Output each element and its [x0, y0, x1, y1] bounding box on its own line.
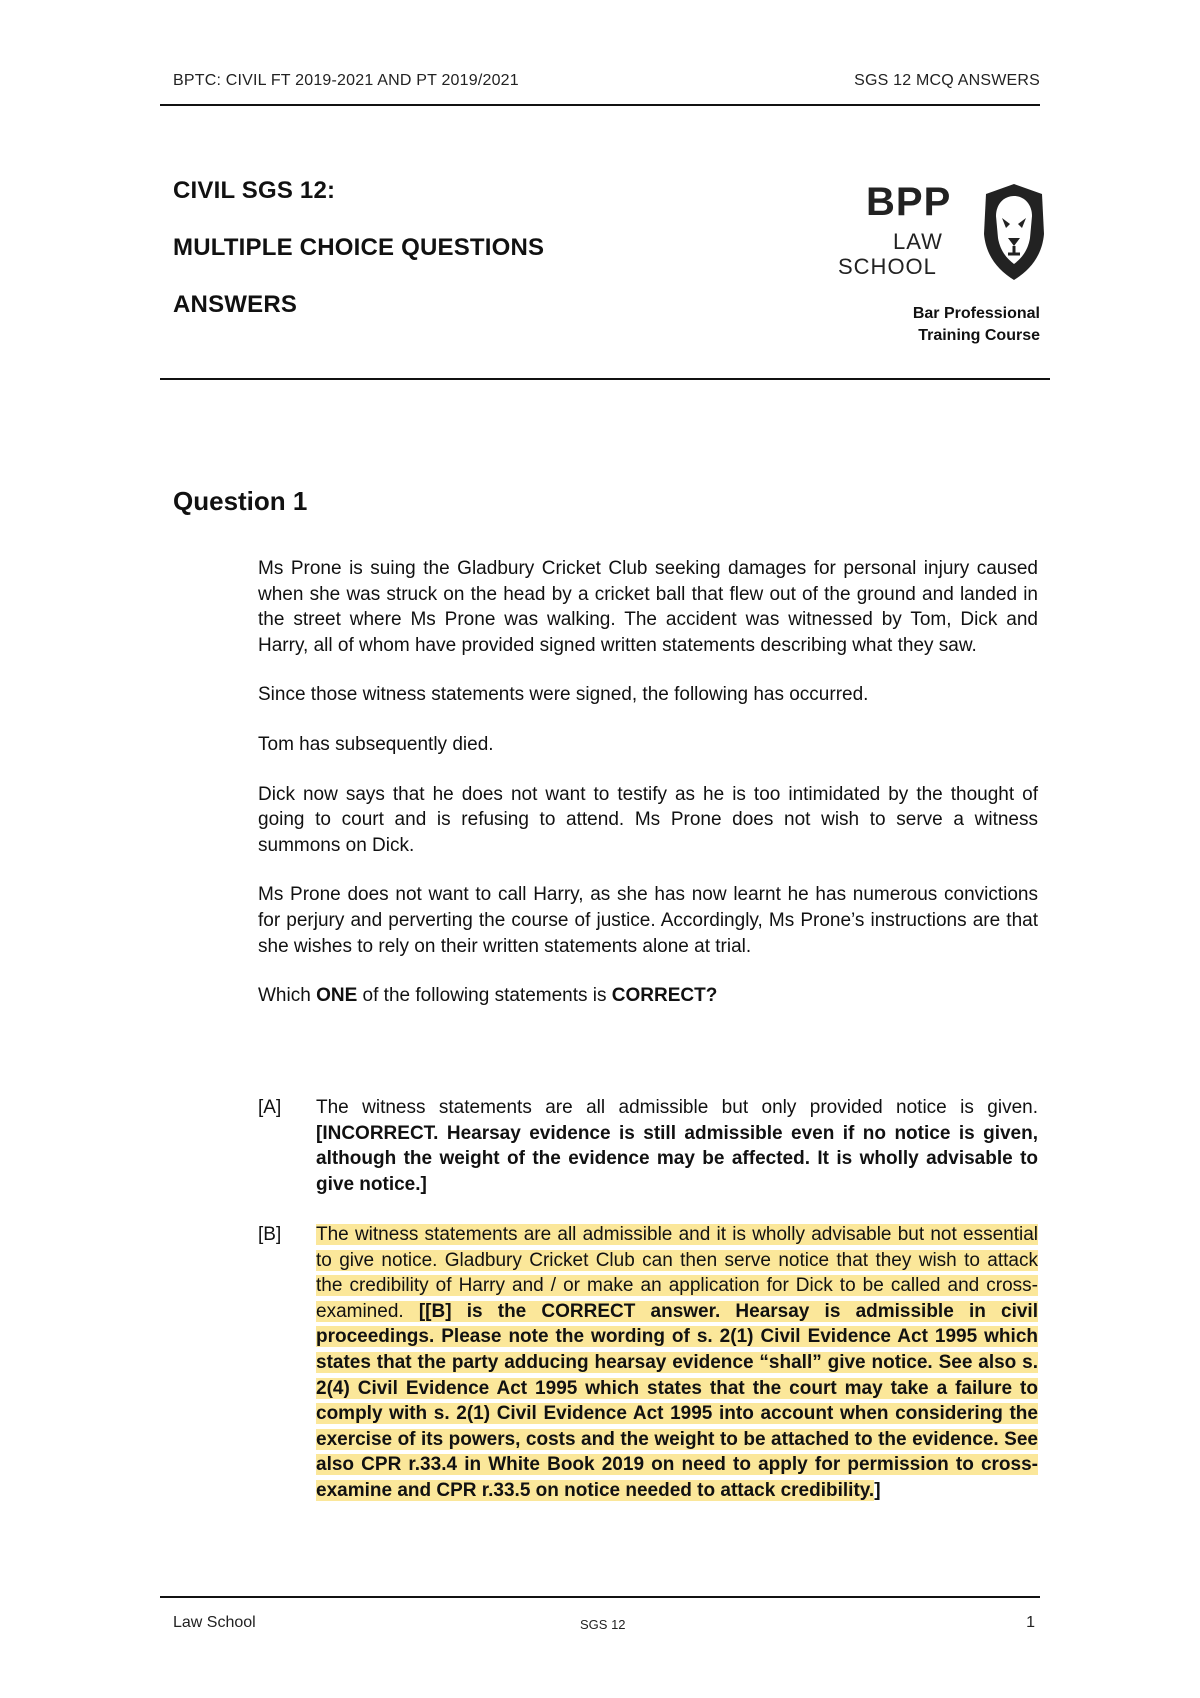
footer-center: SGS 12: [580, 1617, 626, 1632]
prompt-mid: of the following statements is: [357, 985, 612, 1007]
option-a-comment: [INCORRECT. Hearsay evidence is still admissible even if no notice is given, although the weight of the evidence may be affected. It is wholly advisable to give notice.]: [316, 1122, 1038, 1195]
question-heading: Question 1: [173, 486, 308, 516]
question-body: [258, 556, 1038, 1033]
footer-left: Law School: [173, 1614, 256, 1631]
option-b-statement: The witness statements are all admissible and it is wholly advisable but not essential to give notice. Gladbury Cricket Club can then serve notice that they wish to attack the credibility of Harry and / or make an application for Dick to be called and cross-examined.: [316, 1224, 1038, 1322]
option-a: [258, 1095, 1038, 1197]
logo-law-text: LAW: [893, 229, 943, 254]
option-b: [258, 1222, 1038, 1504]
course-line-2: Training Course: [918, 327, 1040, 344]
option-text: [316, 1095, 1038, 1197]
logo-bpp-text: BPP: [866, 180, 952, 224]
footer-rule: [160, 1596, 1040, 1598]
option-text: [316, 1222, 1038, 1504]
option-label: [B]: [258, 1224, 282, 1245]
header-left: BPTC: CIVIL FT 2019-2021 AND PT 2019/2021: [173, 72, 519, 89]
prompt-pre: Which: [258, 985, 317, 1007]
lion-shield-icon: [980, 182, 1048, 282]
question-paragraph: Tom has subsequently died.: [258, 733, 494, 755]
title-rule: [160, 378, 1050, 380]
course-line-1: Bar Professional: [912, 305, 1040, 322]
question-paragraph: Ms Prone is suing the Gladbury Cricket Club seeking damages for personal injury caused when she was struck on the head by a cricket ball that flew out of the ground and landed in the street where Ms Prone was walking. The accident was witnessed by Tom, Dick and Harry, all of whom have provided signed written statements describing what they saw.: [258, 558, 1038, 656]
header-right: SGS 12 MCQ ANSWERS: [854, 72, 1040, 89]
option-b-comment-end: ]: [874, 1479, 881, 1501]
question-paragraph: Since those witness statements were signed, the following has occurred.: [258, 684, 869, 706]
option-b-comment: [[B] is the CORRECT answer. Hearsay is admissible in civil proceedings. Please note the wording of s. 2(1) Civil Evidence Act 1995 which states that the party adducing hearsay evidence “shall” give notice. See also s. 2(4) Civil Evidence Act 1995 which states that the court may take a failure to comply with s. 2(1) Civil Evidence Act 1995 into account when considering the exercise of its powers, costs and the weight to be attached to the evidence. See also CPR r.33.4 in White Book 2019 on need to apply for permission to cross-examine and CPR r.33.5 on notice needed to attack credibility.: [316, 1300, 1038, 1501]
question-paragraph: Ms Prone does not want to call Harry, as she has now learnt he has numerous convictions for perjury and perverting the course of justice. Accordingly, Ms Prone’s instructions are that she wishes to rely on their written statements alone at trial.: [258, 884, 1038, 957]
title-line-2: MULTIPLE CHOICE QUESTIONS: [173, 234, 545, 261]
question-paragraph: Dick now says that he does not want to testify as he is too intimidated by the thought of going to court and is refusing to attend. Ms Prone does not wish to serve a witness summons on Dick.: [258, 783, 1038, 856]
page-number: 1: [1026, 1614, 1035, 1631]
option-a-statement: The witness statements are all admissible but only provided notice is given.: [316, 1097, 1038, 1118]
prompt-one: ONE: [316, 985, 358, 1007]
prompt-correct: CORRECT?: [611, 985, 718, 1007]
title-line-3: ANSWERS: [173, 291, 298, 318]
logo-school-text: SCHOOL: [838, 254, 937, 279]
title-line-1: CIVIL SGS 12:: [173, 177, 336, 204]
option-label: [A]: [258, 1097, 282, 1118]
question-prompt: [258, 983, 1038, 1009]
header-rule: [160, 104, 1040, 106]
